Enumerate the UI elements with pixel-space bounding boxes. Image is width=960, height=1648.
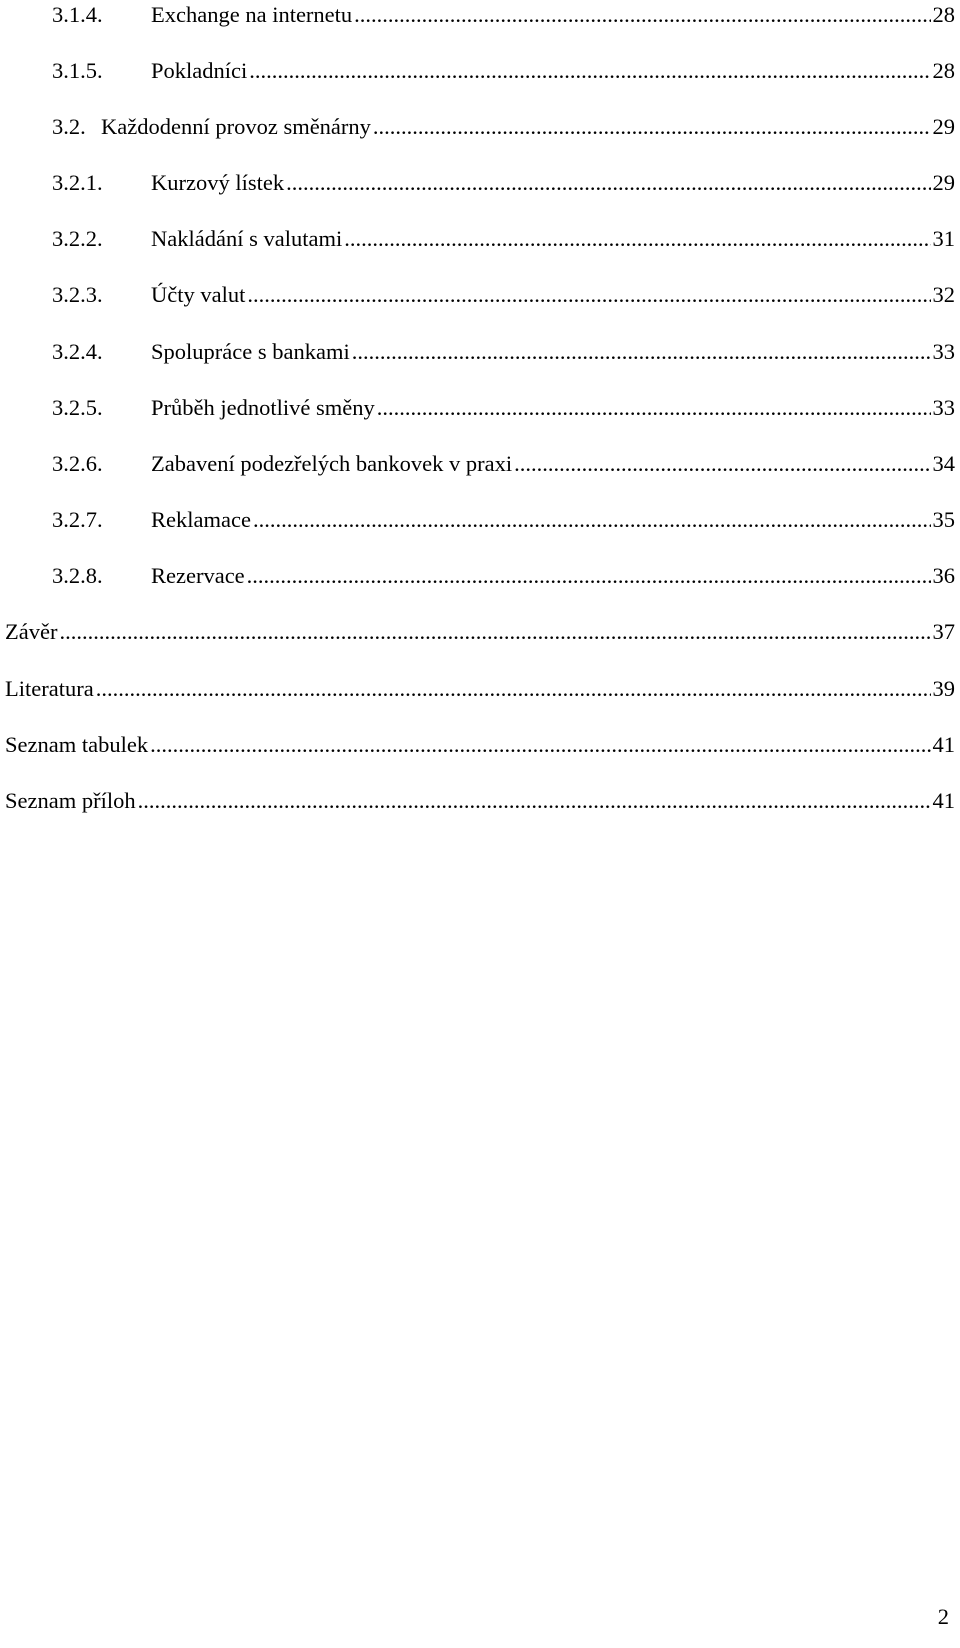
toc-leader-dots xyxy=(251,505,931,535)
toc-entry-page: 29 xyxy=(932,114,955,139)
toc-leader-dots xyxy=(57,617,930,647)
toc-entry-page: 31 xyxy=(932,226,955,251)
toc-entry-page: 28 xyxy=(932,2,955,27)
toc-entry xyxy=(0,56,955,86)
toc-entry xyxy=(0,730,955,760)
toc-entry-title: Seznam tabulek xyxy=(5,732,149,757)
toc-entry-number: 3.2.8. xyxy=(52,563,103,588)
toc-entry-page: 32 xyxy=(932,282,955,307)
toc-entry-title: Závěr xyxy=(5,619,58,644)
toc-entry xyxy=(0,449,955,479)
toc-entry-title: Reklamace xyxy=(151,507,251,532)
toc-leader-dots xyxy=(350,337,931,367)
toc-entry xyxy=(0,786,955,816)
toc-entry-page: 28 xyxy=(932,58,955,83)
toc-entry-page: 41 xyxy=(932,732,955,757)
toc-entry xyxy=(0,617,955,647)
toc-entry-number: 3.1.4. xyxy=(52,2,103,27)
toc-entry-page: 29 xyxy=(932,170,955,195)
toc-entry xyxy=(0,393,955,423)
toc-entry-number: 3.2. xyxy=(52,114,86,139)
toc-entry-title: Zabavení podezřelých bankovek v praxi xyxy=(151,451,513,476)
toc-entry-title: Nakládání s valutami xyxy=(151,226,343,251)
toc-entry xyxy=(0,337,955,367)
toc-entry-number: 3.2.6. xyxy=(52,451,103,476)
toc-leader-dots xyxy=(375,393,931,423)
toc-entry-page: 33 xyxy=(932,339,955,364)
toc-entry-page: 37 xyxy=(932,619,955,644)
toc-entry-title: Pokladníci xyxy=(151,58,248,83)
toc-entry-page: 41 xyxy=(932,788,955,813)
page-number: 2 xyxy=(937,1604,949,1629)
toc-leader-dots xyxy=(245,280,930,310)
toc-entry-title: Kurzový lístek xyxy=(151,170,285,195)
toc-leader-dots xyxy=(352,0,930,30)
toc-leader-dots xyxy=(245,561,931,591)
toc-entry xyxy=(0,561,955,591)
toc-leader-dots xyxy=(136,786,931,816)
toc-entry-number: 3.2.3. xyxy=(52,282,103,307)
toc-entry xyxy=(0,0,955,30)
toc-entry-number: 3.2.5. xyxy=(52,395,103,420)
toc-entry xyxy=(0,224,955,254)
toc-entry xyxy=(0,168,955,198)
toc-entry xyxy=(0,674,955,704)
toc-leader-dots xyxy=(284,168,930,198)
toc-entry-page: 36 xyxy=(932,563,955,588)
toc-leader-dots xyxy=(371,112,931,142)
toc-leader-dots xyxy=(342,224,930,254)
toc-entry-page: 39 xyxy=(932,676,955,701)
toc-leader-dots xyxy=(512,449,930,479)
toc-entry-number: 3.2.1. xyxy=(52,170,103,195)
toc-entry xyxy=(0,280,955,310)
toc-entry-number: 3.2.4. xyxy=(52,339,103,364)
toc-entry-title: Každodenní provoz směnárny xyxy=(101,114,371,139)
toc-entry-title: Exchange na internetu xyxy=(151,2,353,27)
toc-entry xyxy=(0,505,955,535)
toc-entry-title: Rezervace xyxy=(151,563,245,588)
toc-leader-dots xyxy=(148,730,930,760)
toc-entry-number: 3.2.7. xyxy=(52,507,103,532)
toc-entry xyxy=(0,112,955,142)
toc-entry-page: 35 xyxy=(932,507,955,532)
toc-entry-title: Průběh jednotlivé směny xyxy=(151,395,375,420)
toc-entry-page: 34 xyxy=(932,451,955,476)
toc-entry-title: Seznam příloh xyxy=(5,788,136,813)
toc-entry-page: 33 xyxy=(932,395,955,420)
toc-entry-number: 3.2.2. xyxy=(52,226,103,251)
toc-leader-dots xyxy=(247,56,930,86)
toc-entry-title: Literatura xyxy=(5,676,94,701)
toc-leader-dots xyxy=(94,674,931,704)
toc-entry-title: Spolupráce s bankami xyxy=(151,339,350,364)
toc-entry-title: Účty valut xyxy=(151,282,246,307)
toc-entry-number: 3.1.5. xyxy=(52,58,103,83)
